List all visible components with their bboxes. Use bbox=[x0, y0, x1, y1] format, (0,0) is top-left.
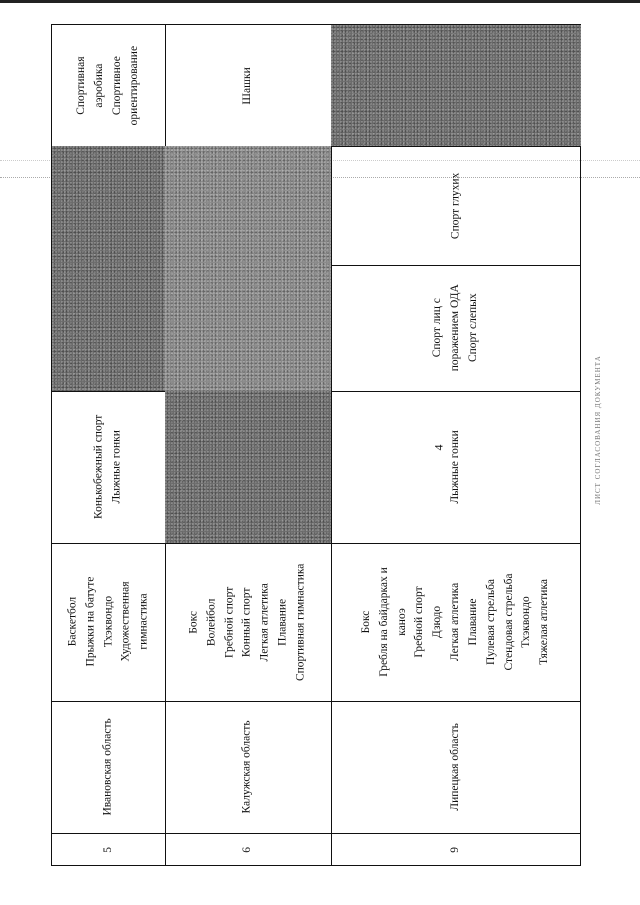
sport-name: Волейбол bbox=[205, 598, 218, 646]
region-name: Липецкая область bbox=[449, 723, 462, 811]
sport-name: каноэ bbox=[395, 608, 408, 636]
row-number: 9 bbox=[449, 846, 462, 853]
top-border bbox=[0, 0, 640, 3]
sport-name: Шашки bbox=[241, 66, 254, 105]
sport-name: Спортивная bbox=[74, 56, 87, 115]
summer-sports-cell bbox=[52, 543, 165, 701]
empty-shaded-cell bbox=[165, 265, 331, 391]
sport-name: Тхэквондо bbox=[101, 596, 114, 648]
sport-name: Конькобежный спорт bbox=[92, 414, 105, 520]
empty-shaded-cell bbox=[52, 146, 165, 265]
winter-sports-cell bbox=[52, 391, 165, 543]
winter-sports-cell bbox=[331, 391, 581, 543]
sport-name: ориентирование bbox=[128, 45, 141, 126]
sport-name: Конный спорт bbox=[241, 587, 254, 657]
empty-shaded-cell bbox=[52, 265, 165, 391]
summer-sports-cell bbox=[331, 543, 581, 701]
row-number-cell bbox=[165, 833, 331, 866]
non-olympic-sports-cell bbox=[165, 25, 331, 146]
row-number: 5 bbox=[101, 846, 114, 853]
region-cell bbox=[331, 701, 581, 833]
winter-sports-list bbox=[91, 415, 127, 519]
summer-sports-list bbox=[358, 567, 554, 677]
non-olympic-sports-list bbox=[239, 67, 257, 104]
sport-name: Лыжные гонки bbox=[110, 430, 123, 504]
sports-table bbox=[51, 24, 581, 866]
sport-name: Спорт глухих bbox=[449, 172, 462, 239]
summer-sports-cell bbox=[165, 543, 331, 701]
winter-sports-list bbox=[447, 430, 465, 503]
non-olympic-sports-cell bbox=[52, 25, 165, 146]
deaflympic-sports-list bbox=[447, 172, 465, 238]
region-cell bbox=[165, 701, 331, 833]
region-name: Ивановская область bbox=[101, 718, 114, 816]
region-name: Калужская область bbox=[241, 720, 254, 814]
row-number-cell bbox=[331, 833, 581, 866]
sport-name: Гребной спорт bbox=[413, 586, 426, 658]
sport-name: Прыжки на батуте bbox=[83, 577, 96, 667]
sport-name: Спорт лиц с bbox=[431, 298, 444, 358]
sport-name: Дзюдо bbox=[431, 605, 444, 639]
paralympic-sports-cell bbox=[331, 265, 581, 391]
region-cell bbox=[52, 701, 165, 833]
sport-name: Стендовая стрельба bbox=[502, 573, 515, 671]
page-number: 4 bbox=[431, 444, 446, 451]
sport-name: Гребной спорт bbox=[223, 586, 236, 658]
non-olympic-sports-list bbox=[73, 46, 144, 125]
sport-name: Плавание bbox=[466, 598, 479, 646]
summer-sports-list bbox=[186, 563, 311, 680]
side-note: ЛИСТ СОГЛАСОВАНИЯ ДОКУМЕНТА bbox=[594, 355, 602, 505]
sport-name: поражением ОДА bbox=[449, 284, 462, 372]
paralympic-sports-list bbox=[429, 284, 482, 371]
sport-name: Бокс bbox=[360, 610, 373, 634]
sport-name: аэробика bbox=[92, 63, 105, 108]
sport-name: Спортивное bbox=[110, 56, 123, 115]
sport-name: Плавание bbox=[276, 598, 289, 646]
empty-shaded-cell bbox=[165, 146, 331, 265]
sport-name: Спорт слепых bbox=[466, 293, 479, 363]
sport-name: Спортивная гимнастика bbox=[294, 563, 307, 681]
sport-name: Легкая атлетика bbox=[258, 582, 271, 662]
sport-name: Тяжелая атлетика bbox=[538, 579, 551, 665]
sport-name: Тхэквондо bbox=[520, 596, 533, 648]
deaflympic-sports-cell bbox=[331, 146, 581, 265]
sport-name: Бокс bbox=[187, 610, 200, 634]
sport-name: Легкая атлетика bbox=[449, 582, 462, 662]
summer-sports-list bbox=[64, 577, 153, 667]
row-number-cell bbox=[52, 833, 165, 866]
sport-name: Баскетбол bbox=[65, 597, 78, 647]
sport-name: Пулевая стрельба bbox=[484, 579, 497, 666]
empty-shaded-cell bbox=[331, 25, 581, 146]
sport-name: Гребля на байдарках и bbox=[377, 567, 390, 677]
sport-name: Художественная bbox=[119, 581, 132, 663]
empty-shaded-cell bbox=[165, 391, 331, 543]
sport-name: Лыжные гонки bbox=[449, 430, 462, 504]
row-number: 6 bbox=[241, 846, 254, 853]
sport-name: гимнастика bbox=[137, 593, 150, 651]
